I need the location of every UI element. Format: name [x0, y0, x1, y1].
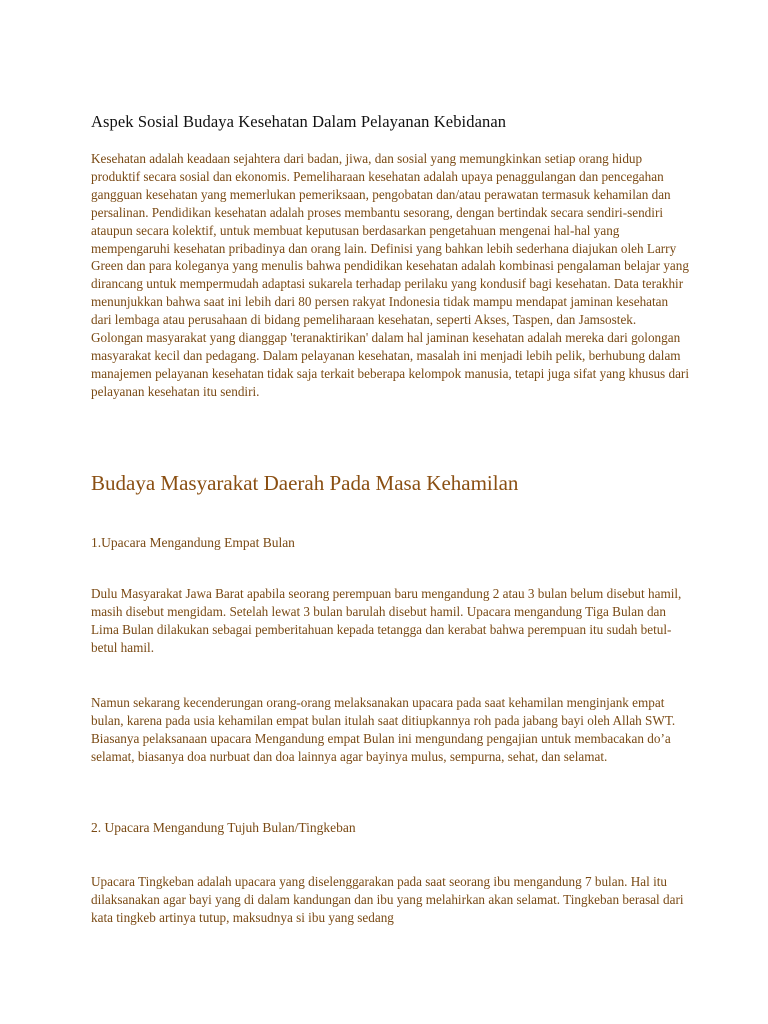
subsection-1-paragraph-1: Dulu Masyarakat Jawa Barat apabila seorang perempuan baru mengandung 2 atau 3 bulan belum disebut hamil, masih disebut mengidam. Setelah lewat 3 bulan barulah disebut hamil. Upacara mengandung Tiga Bulan dan Lima Bulan dilakukan sebagai pemberitahuan kepada tetangga dan kerabat bahwa perempuan itu sudah betul-betul hamil. — [91, 586, 682, 655]
subsection-1-paragraph-2: Namun sekarang kecenderungan orang-orang melaksanakan upacara pada saat kehamilan menginjank empat bulan, karena pada usia kehamilan empat bulan itulah saat ditiupkannya roh pada jabang bayi oleh Allah SWT. Biasanya pelaksanaan upacara Mengandung empat Bulan ini mengundang pengajian untuk membacakan do’a selamat, biasanya doa nurbuat dan doa lainnya agar bayinya mulus, sempurna, sehat, dan selamat. — [91, 695, 676, 764]
subsection-1-heading: 1.Upacara Mengandung Empat Bulan — [91, 535, 295, 550]
document-title: Aspek Sosial Budaya Kesehatan Dalam Pelayanan Kebidanan — [91, 112, 507, 131]
subsection-2-heading: 2. Upacara Mengandung Tujuh Bulan/Tingkeban — [91, 820, 356, 835]
intro-paragraph: Kesehatan adalah keadaan sejahtera dari badan, jiwa, dan sosial yang memungkinkan setiap orang hidup produktif secara sosial dan ekonomis. Pemeliharaan kesehatan adalah upaya penaggulangan dan pencegahan gangguan kesehatan yang memerlukan pemeriksaan, pengobatan dan/atau perawatan termasuk kehamilan dan persalinan. Pendidikan kesehatan adalah proses membantu sesorang, dengan bertindak secara sendiri-sendiri ataupun secara kolektif, untuk membuat keputusan berdasarkan pengetahuan mengenai hal-hal yang mempengaruhi kesehatan pribadinya dan orang lain. Definisi yang bahkan lebih sederhana diajukan oleh Larry Green dan para koleganya yang menulis bahwa pendidikan kesehatan adalah kombinasi pengalaman belajar yang dirancang untuk mempermudah adaptasi sukarela terhadap perilaku yang kondusif bagi kesehatan. Data terakhir menunjukkan bahwa saat ini lebih dari 80 persen rakyat Indonesia tidak mampu mendapat jaminan kesehatan dari lembaga atau perusahaan di bidang pemeliharaan kesehatan, seperti Akses, Taspen, dan Jamsostek. Golongan masyarakat yang dianggap 'teranaktirikan' dalam hal jaminan kesehatan adalah mereka dari golongan masyarakat kecil dan pedagang. Dalam pelayanan kesehatan, masalah ini menjadi lebih pelik, berhubung dalam manajemen pelayanan kesehatan tidak saja terkait beberapa kelompok manusia, tetapi juga sifat yang khusus dari pelayanan kesehatan itu sendiri. — [91, 151, 689, 399]
section-heading: Budaya Masyarakat Daerah Pada Masa Kehamilan — [91, 471, 519, 495]
subsection-2-paragraph-1: Upacara Tingkeban adalah upacara yang diselenggarakan pada saat seorang ibu mengandung 7 bulan. Hal itu dilaksanakan agar bayi yang di dalam kandungan dan ibu yang melahirkan akan selamat. Tingkeban berasal dari kata tingkeb artinya tutup, maksudnya si ibu yang sedang — [91, 874, 684, 925]
